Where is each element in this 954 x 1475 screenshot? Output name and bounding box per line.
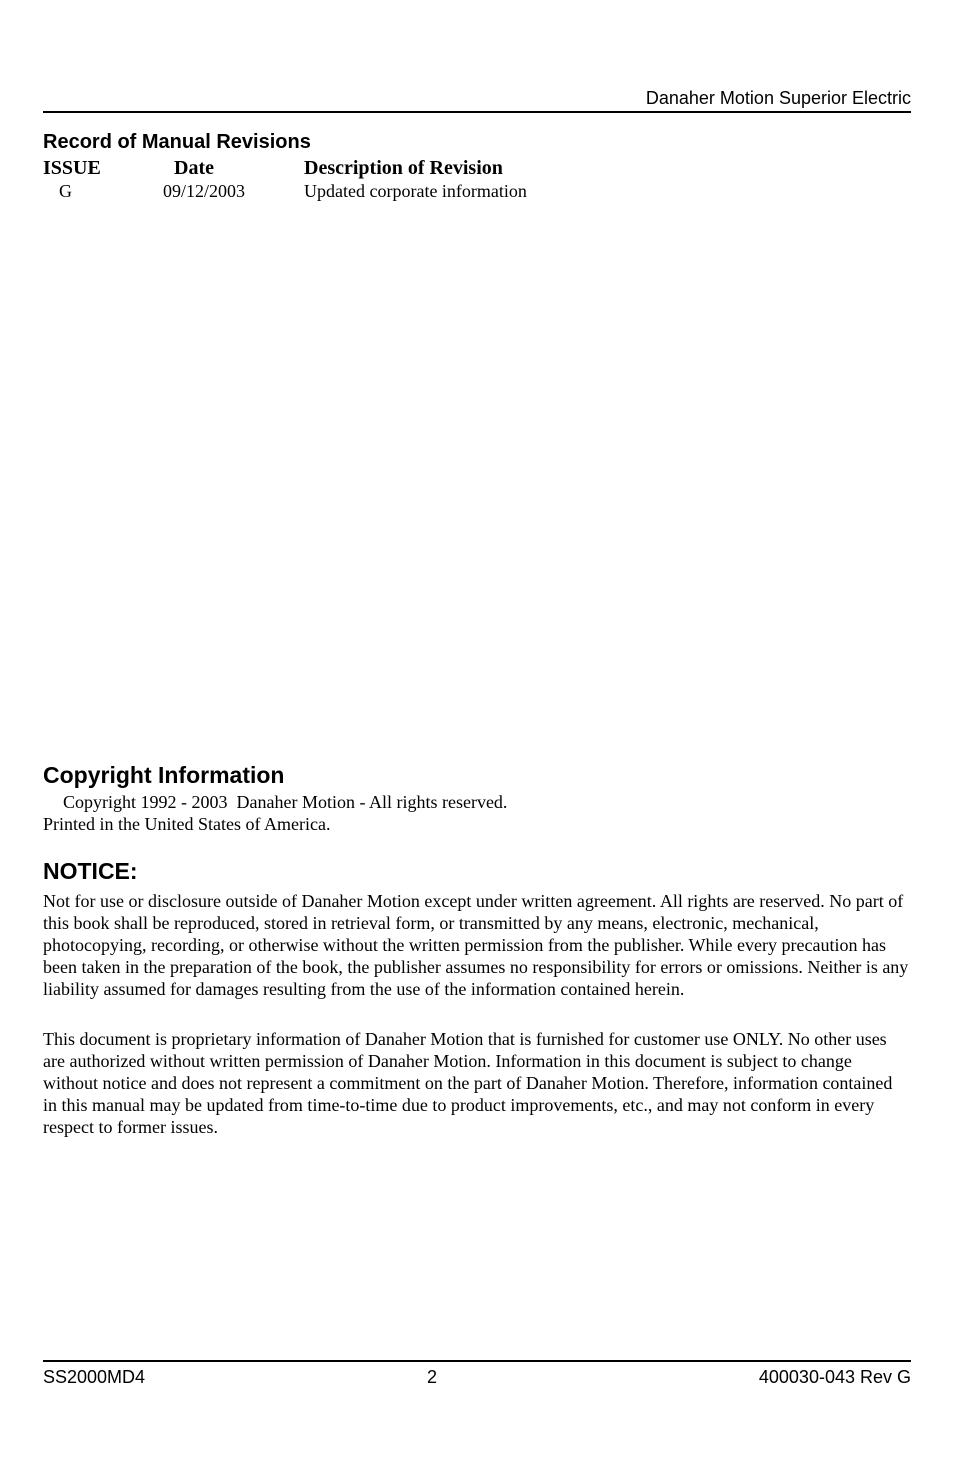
header-divider	[43, 111, 911, 113]
copyright-line: Copyright 1992 - 2003 Danaher Motion - All rights reserved.	[63, 792, 508, 812]
notice-paragraph-2: This document is proprietary information of Danaher Motion that is furnished for customer use ONLY. No other uses are authorized without written permission of Danaher Motion. Information in this document is subject to change without notice and does not represent a commitment on the part of Danaher Motion. Therefore, information contained in this manual may be updated from time-to-time due to product improvements, etc., and may not conform in every respect to former issues.	[43, 1029, 893, 1137]
cell-description: Updated corporate information	[304, 181, 527, 201]
footer-divider	[43, 1360, 911, 1362]
revisions-title: Record of Manual Revisions	[43, 131, 311, 153]
notice-title: NOTICE:	[43, 858, 138, 884]
column-header-description: Description of Revision	[304, 157, 503, 179]
printed-in-line: Printed in the United States of America.	[43, 814, 331, 834]
footer-page-number: 2	[427, 1367, 438, 1387]
cell-date: 09/12/2003	[163, 181, 246, 201]
header-company: Danaher Motion Superior Electric	[645, 88, 911, 108]
footer-manual-id: SS2000MD4	[43, 1367, 146, 1387]
notice-paragraph-1: Not for use or disclosure outside of Danaher Motion except under written agreement. All rights are reserved. No part of this book shall be reproduced, stored in retrieval form, or transmitted by any means, electronic, mechanical, photocopying, recording, or otherwise without the written permission from the publisher. While every precaution has been taken in the preparation of the book, the publisher assumes no responsibility for errors or omissions. Neither is any liability assumed for damages resulting from the use of the information contained herein.	[43, 891, 909, 999]
table-row	[43, 180, 743, 204]
column-header-date: Date	[174, 157, 214, 179]
revisions-table-header	[43, 156, 743, 180]
cell-issue: G	[59, 181, 72, 201]
copyright-title: Copyright Information	[43, 762, 285, 788]
column-header-issue: ISSUE	[43, 157, 101, 179]
footer-document-number: 400030-043 Rev G	[758, 1367, 911, 1387]
